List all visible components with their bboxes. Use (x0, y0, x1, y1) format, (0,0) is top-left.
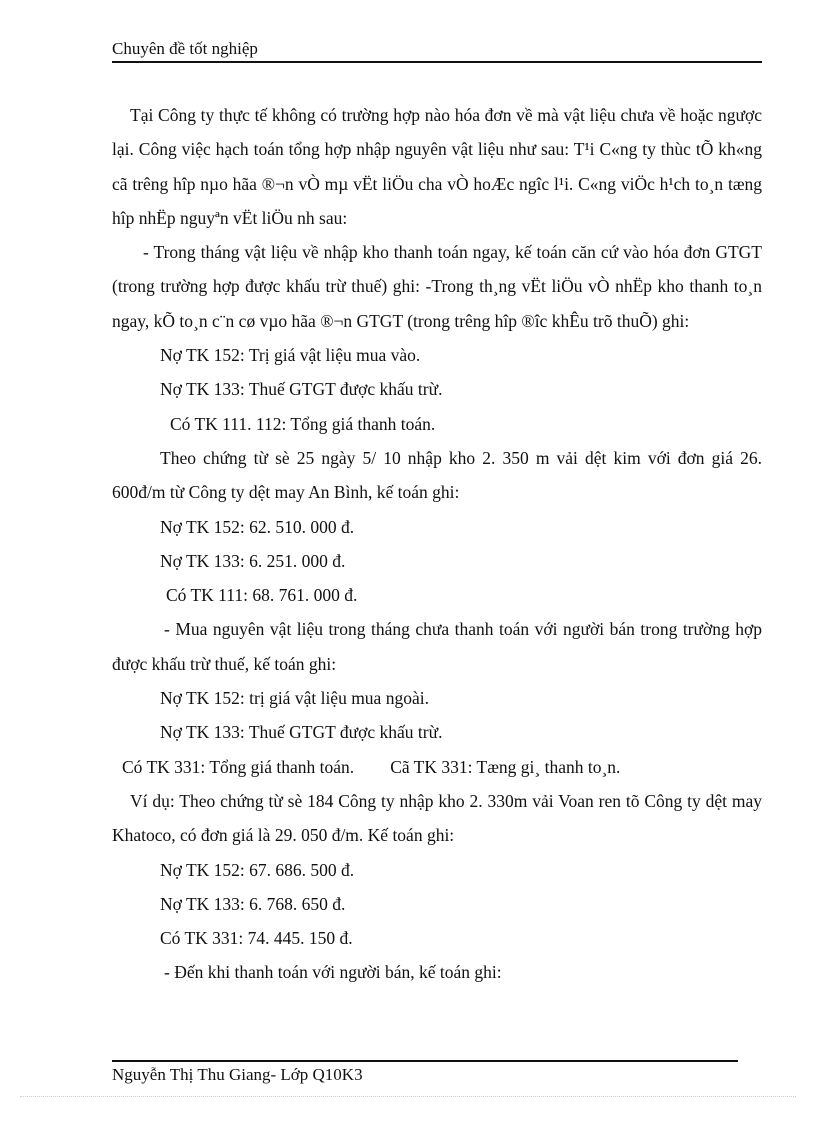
paragraph-intro: Tại Công ty thực tế không có trường hợp nào hóa đơn về mà vật liệu chưa về hoặc ngược lại. Công việc hạch toán tổng hợp nhập nguyên vật liệu như sau: T¹i C«ng ty thùc tÕ kh«ng cã trêng hîp nµo hãa ®¬n vÒ mµ vËt liÖu cha vÒ hoÆc ngîc l¹i. C«ng viÖc h¹ch to¸n tæng hîp nhËp nguyªn vËt liÖu nh sau: (112, 105, 762, 228)
header-divider (112, 61, 762, 63)
entry-credit-331-line (112, 750, 762, 784)
entry-credit-111-112: Có TK 111. 112: Tổng giá thanh toán. (170, 413, 436, 434)
entry-debit-152-purchase: Nợ TK 152: trị giá vật liệu mua ngoài. (160, 688, 429, 709)
entry-debit-133-example: Nợ TK 133: 6. 768. 650 đ. (160, 893, 346, 914)
document-body (112, 98, 762, 990)
paragraph-example-184: Ví dụ: Theo chứng từ sè 184 Công ty nhập kho 2. 330m vải Voan ren tõ Công ty dệt may Khatoco, có đơn giá là 29. 050 đ/m. Kế toán ghi: (112, 790, 762, 846)
entry-credit-331: Có TK 331: Tổng giá thanh toán. (122, 756, 355, 777)
page-bottom-border (20, 1096, 796, 1097)
entry-debit-133-purchase: Nợ TK 133: Thuế GTGT được khấu trừ. (160, 722, 443, 743)
entry-credit-331-garbled: Cã TK 331: Tæng gi¸ thanh to¸n. (390, 756, 621, 777)
entry-credit-331-example: Có TK 331: 74. 445. 150 đ. (160, 928, 353, 949)
paragraph-payment: - Đến khi thanh toán với người bán, kế toán ghi: (164, 962, 502, 983)
entry-debit-133: Nợ TK 133: Thuế GTGT được khấu trừ. (160, 379, 443, 400)
footer-author: Nguyễn Thị Thu Giang- Lớp Q10K3 (112, 1065, 363, 1084)
entry-debit-152: Nợ TK 152: Trị giá vật liệu mua vào. (160, 345, 421, 366)
entry-credit-111-amount: Có TK 111: 68. 761. 000 đ. (166, 585, 358, 606)
footer-divider (112, 1060, 738, 1062)
paragraph-example-25: Theo chứng từ sè 25 ngày 5/ 10 nhập kho 2. 350 m vải dệt kim với đơn giá 26. 600đ/m từ Công ty dệt may An Bình, kế toán ghi: (112, 447, 762, 503)
entry-debit-152-example: Nợ TK 152: 67. 686. 500 đ. (160, 859, 355, 880)
paragraph-immediate-payment: - Trong tháng vật liệu về nhập kho thanh toán ngay, kế toán căn cứ vào hóa đơn GTGT (trong trường hợp được khấu trừ thuế) ghi: -Trong th¸ng vËt liÖu vÒ nhËp kho thanh to¸n ngay, kÕ to¸n c¨n cø vµo hãa ®¬n GTGT (trong trêng hîp ®îc khÊu trõ thuÕ) ghi: (112, 242, 762, 331)
entry-debit-133-amount: Nợ TK 133: 6. 251. 000 đ. (160, 550, 346, 571)
paragraph-credit-purchase: - Mua nguyên vật liệu trong tháng chưa thanh toán với người bán trong trường hợp được khấu trừ thuế, kế toán ghi: (112, 619, 762, 674)
entry-debit-152-amount: Nợ TK 152: 62. 510. 000 đ. (160, 516, 355, 537)
page-header-title: Chuyên đề tốt nghiệp (112, 39, 258, 58)
